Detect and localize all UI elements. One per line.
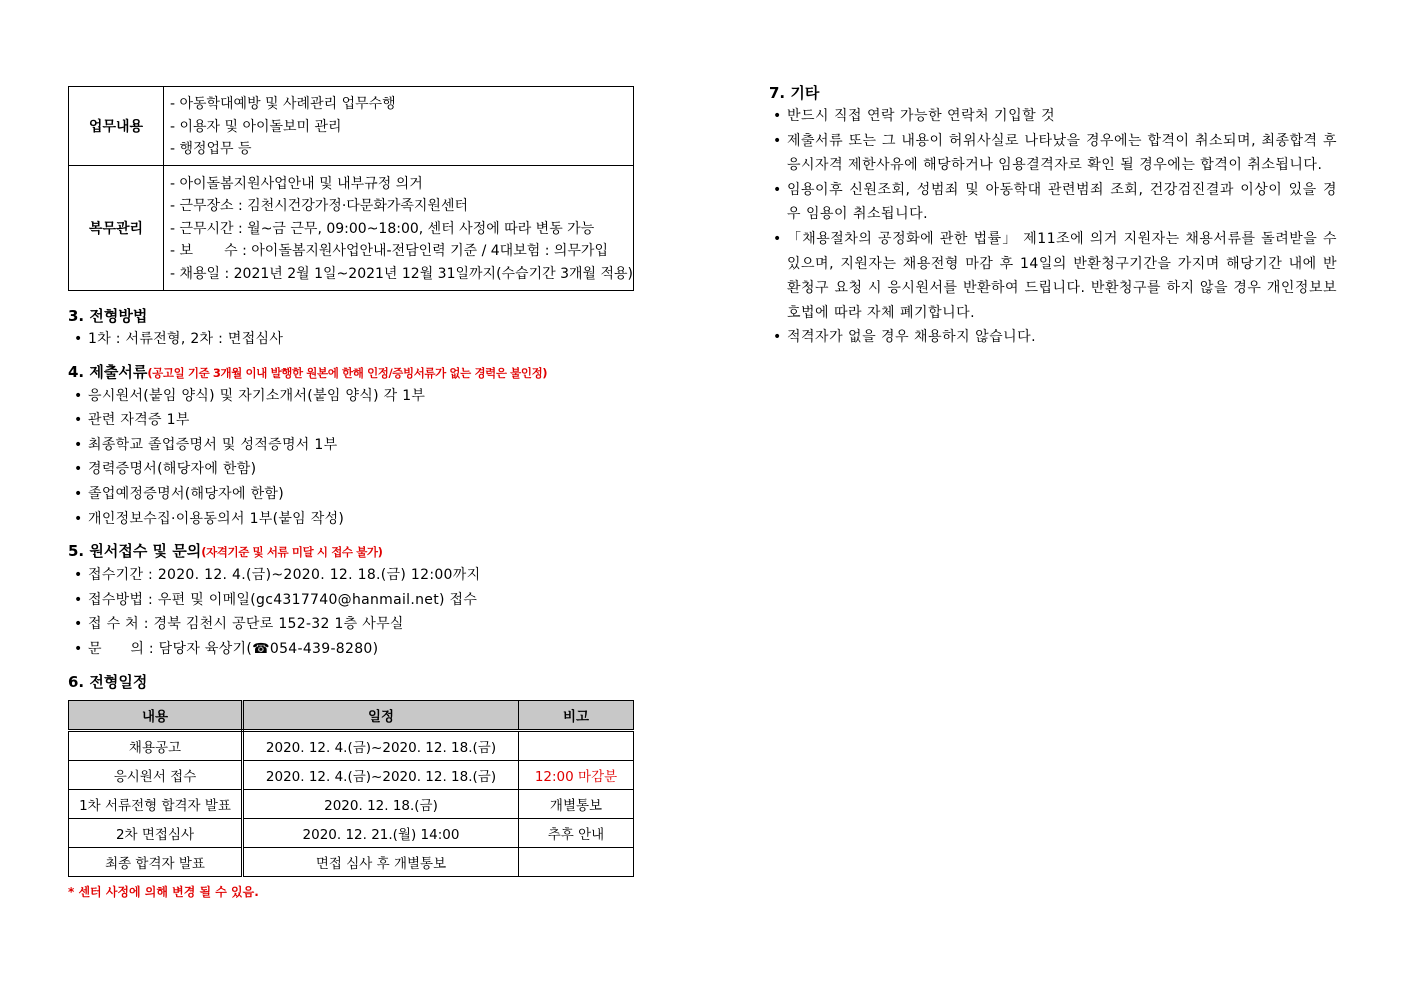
list-item: • 반드시 직접 연락 가능한 연락처 기입할 것 bbox=[769, 104, 1337, 129]
table-row bbox=[69, 789, 634, 818]
deadline-cell: 12:00 마감분 bbox=[519, 760, 634, 789]
list-item: • 임용이후 신원조회, 성범죄 및 아동학대 관련범죄 조회, 건강검진결과 이상이 있을 경우 임용이 취소됩니다. bbox=[769, 178, 1337, 227]
duty-line: - 아동학대예방 및 사례관리 업무수행 bbox=[169, 96, 396, 112]
duty-table bbox=[68, 86, 634, 291]
list-item: • 개인정보수집·이용동의서 1부(붙임 작성) bbox=[68, 507, 635, 532]
section-5-note: (자격기준 및 서류 미달 시 접수 불가) bbox=[201, 545, 383, 560]
duty-body-work bbox=[163, 87, 633, 166]
list-item: • 제출서류 또는 그 내용이 허위사실로 나타났을 경우에는 합격이 취소되며, 최종합격 후 응시자격 제한사유에 해당하거나 임용결격자로 확인 될 경우에는 합격이 취소됩니다. bbox=[769, 129, 1337, 178]
duty-line: - 보 수 : 아이돌봄지원사업안내-전담인력 기준 / 4대보험 : 의무가입 bbox=[169, 243, 608, 259]
list-item: • 최종학교 졸업증명서 및 성적증명서 1부 bbox=[68, 433, 635, 458]
list-item: • 졸업예정증명서(해당자에 한함) bbox=[68, 482, 635, 507]
table-cell: 최종 합격자 발표 bbox=[69, 847, 243, 876]
list-item: • 관련 자격증 1부 bbox=[68, 408, 635, 433]
section-6 bbox=[68, 671, 635, 900]
section-5-heading bbox=[68, 540, 635, 563]
duty-header-work: 업무내용 bbox=[69, 87, 164, 166]
section-3-title: 3. 전형방법 bbox=[68, 307, 148, 325]
section-4-note: (공고일 기준 3개월 이내 발행한 원본에 한해 인정/증빙서류가 없는 경력은 불인정) bbox=[147, 365, 548, 380]
duty-line: - 아이돌봄지원사업안내 및 내부규정 의거 bbox=[169, 175, 423, 192]
duty-line: - 근무장소 : 김천시건강가정·다문화가족지원센터 bbox=[169, 198, 469, 214]
table-row bbox=[69, 730, 634, 760]
duty-header-service: 복무관리 bbox=[69, 165, 164, 291]
table-cell bbox=[519, 847, 634, 876]
left-column bbox=[68, 86, 635, 900]
section-6-title: 6. 전형일정 bbox=[68, 672, 148, 691]
list-item: • 접수기간 : 2020. 12. 4.(금)~2020. 12. 18.(금) 12:00까지 bbox=[68, 563, 635, 588]
table-cell: 2020. 12. 4.(금)~2020. 12. 18.(금) bbox=[243, 730, 519, 760]
table-row bbox=[69, 760, 634, 789]
table-cell: 2020. 12. 21.(월) 14:00 bbox=[243, 818, 519, 847]
table-cell: 추후 안내 bbox=[519, 818, 634, 847]
table-cell: 2020. 12. 4.(금)~2020. 12. 18.(금) bbox=[243, 760, 519, 789]
section-5 bbox=[68, 540, 635, 661]
right-column bbox=[769, 82, 1337, 350]
section-5-title: 5. 원서접수 및 문의 bbox=[68, 542, 202, 561]
section-7-title: 7. 기타 bbox=[769, 84, 820, 102]
table-cell bbox=[519, 730, 634, 760]
section-4 bbox=[68, 361, 635, 532]
list-item: • 1차 : 서류전형, 2차 : 면접심사 bbox=[68, 327, 635, 352]
list-item: • 접 수 처 : 경북 김천시 공단로 152-32 1층 사무실 bbox=[68, 612, 635, 637]
list-item: • 문 의 : 담당자 육상기(☎054-439-8280) bbox=[68, 637, 635, 662]
section-5-list bbox=[68, 563, 635, 661]
duty-line: - 채용일 : 2021년 2월 1일~2021년 12월 31일까지(수습기간 3개월 적용) bbox=[169, 265, 633, 282]
column-header: 내용 bbox=[69, 700, 243, 730]
section-3-list bbox=[68, 327, 635, 352]
schedule-table bbox=[68, 700, 634, 877]
schedule-footnote: * 센터 사정에 의해 변경 될 수 있음. bbox=[68, 884, 259, 899]
table-cell: 면접 심사 후 개별통보 bbox=[243, 847, 519, 876]
table-cell: 2차 면접심사 bbox=[69, 818, 243, 847]
table-row bbox=[69, 87, 634, 166]
list-item: • 응시원서(붙임 양식) 및 자기소개서(붙임 양식) 각 1부 bbox=[68, 384, 635, 409]
table-cell: 채용공고 bbox=[69, 730, 243, 760]
table-row bbox=[69, 818, 634, 847]
list-item: • 접수방법 : 우편 및 이메일(gc4317740@hanmail.net) 접수 bbox=[68, 588, 635, 613]
list-item: • 적격자가 없을 경우 채용하지 않습니다. bbox=[769, 325, 1337, 350]
section-4-list bbox=[68, 384, 635, 532]
table-cell: 개별통보 bbox=[519, 789, 634, 818]
duty-body-service bbox=[163, 165, 633, 291]
section-4-heading bbox=[68, 361, 635, 384]
table-row bbox=[69, 165, 634, 291]
section-4-title: 4. 제출서류 bbox=[68, 362, 148, 381]
list-item: • 「채용절차의 공정화에 관한 법률」 제11조에 의거 지원자는 채용서류를 돌려받을 수 있으며, 지원자는 채용전형 마감 후 14일의 반환청구기간을 가지며 해당기간 내에 반환청구 요청 시 응시원서를 반환하여 드립니다. 반환청구를 하지 않을 경우 개인정보보호법에 따라 자체 폐기합니다. bbox=[769, 227, 1337, 325]
list-item: • 경력증명서(해당자에 한함) bbox=[68, 457, 635, 482]
table-cell: 응시원서 접수 bbox=[69, 760, 243, 789]
table-cell: 1차 서류전형 합격자 발표 bbox=[69, 789, 243, 818]
table-cell: 2020. 12. 18.(금) bbox=[243, 789, 519, 818]
column-header: 일정 bbox=[243, 700, 519, 730]
duty-line: - 행정업무 등 bbox=[169, 141, 252, 157]
duty-line: - 이용자 및 아이돌보미 관리 bbox=[169, 118, 342, 135]
section-3 bbox=[68, 305, 635, 352]
duty-line: - 근무시간 : 월~금 근무, 09:00~18:00, 센터 사정에 따라 변동 가능 bbox=[169, 220, 595, 237]
table-header-row bbox=[69, 700, 634, 730]
table-row bbox=[69, 847, 634, 876]
column-header: 비고 bbox=[519, 700, 634, 730]
section-7-list bbox=[769, 104, 1337, 350]
